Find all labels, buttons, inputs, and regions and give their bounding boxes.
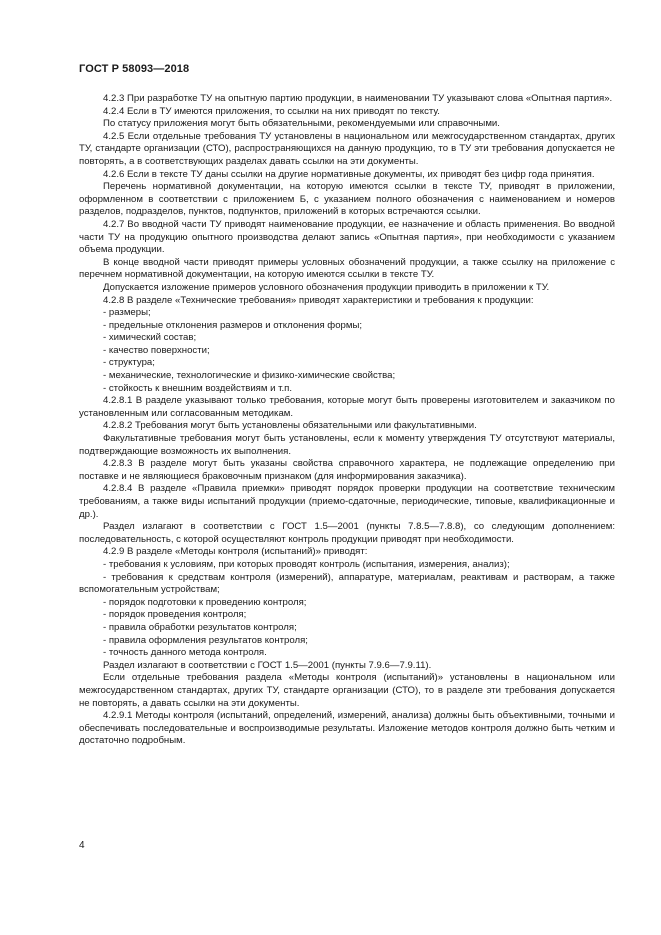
paragraph: - предельные отклонения размеров и отклонения формы; — [103, 319, 363, 331]
paragraph: 4.2.8 В разделе «Технические требования» приводят характеристики и требования к продукции: — [103, 294, 534, 306]
paragraph: Перечень нормативной документации, на которую имеются ссылки в тексте ТУ, приводят в приложении, оформленном в соответствии с приложением Б, с указанием полного обозначения с наименованием и номеров разделов, подразделов, пунктов, подпунктов, приложений в которых встречаются ссылки. — [79, 181, 615, 218]
paragraph: Если отдельные требования раздела «Методы контроля (испытаний)» установлены в национальном или межгосударственном стандартах, других ТУ, стандарте организации (СТО), то в разделе эти требования допускается не повторять, а давать ссылки на эти документы. — [79, 672, 615, 709]
paragraph: - качество поверхности; — [103, 344, 210, 356]
paragraph: - размеры; — [103, 307, 151, 319]
paragraph: 4.2.7 Во вводной части ТУ приводят наименование продукции, ее назначение и область применения. Во вводной части ТУ на продукцию опытного производства делают запись «Опытная партия», при необходимости с указанием объема продукции. — [79, 218, 615, 256]
paragraph: 4.2.8.3 В разделе могут быть указаны свойства справочного характера, не подлежащие определению при поставке и не являющиеся браковочным признаком (для информирования заказчика). — [79, 458, 615, 482]
paragraph: По статусу приложения могут быть обязательными, рекомендуемыми или справочными. — [103, 118, 500, 130]
paragraph: 4.2.9 В разделе «Методы контроля (испытаний)» приводят: — [103, 546, 368, 558]
paragraph: 4.2.8.4 В разделе «Правила приемки» приводят порядок проверки продукции на соответствие техническим требованиям, а также виды испытаний продукции (приемо-сдаточные, периодические, типовые, квалификационные и др.). — [79, 483, 615, 520]
paragraph: - правила обработки результатов контроля; — [103, 621, 297, 633]
paragraph: - химический состав; — [103, 332, 197, 344]
paragraph: - структура; — [103, 357, 155, 369]
paragraph: 4.2.3 При разработке ТУ на опытную партию продукции, в наименовании ТУ указывают слова «Опытная партия». — [103, 93, 613, 104]
paragraph: - порядок проведения контроля; — [103, 609, 247, 621]
paragraph: Раздел излагают в соответствии с ГОСТ 1.5—2001 (пункты 7.8.5—7.8.8), со следующим дополнением: последовательность, с которой осуществляют контроль продукции приводят при необходимости. — [79, 521, 615, 545]
paragraph: 4.2.5 Если отдельные требования ТУ установлены в национальном или межгосударственном стандартах, других ТУ, стандарте организации (СТО), распространяющихся на данную продукцию, то в ТУ эти требования допускается не повторять, а в соответствующих разделах давать ссылки на эти документы. — [79, 130, 615, 167]
paragraph: - механические, технологические и физико-химические свойства; — [103, 370, 396, 382]
paragraph: 4.2.4 Если в ТУ имеются приложения, то ссылки на них приводят по тексту. — [103, 105, 440, 117]
paragraph: - правила оформления результатов контроля; — [103, 634, 308, 646]
document-header: ГОСТ Р 58093—2018 — [79, 63, 190, 75]
paragraph: 4.2.8.2 Требования могут быть установлены обязательными или факультативными. — [103, 420, 477, 432]
paragraph: - требования к условиям, при которых проводят контроль (испытания, измерения, анализ); — [103, 558, 510, 570]
paragraph: - требования к средствам контроля (измерений), аппаратуре, материалам, реактивам и растворам, а также вспомогательным устройствам; — [79, 571, 615, 596]
paragraph: Факультативные требования могут быть установлены, если к моменту утверждения ТУ отсутствуют материалы, подтверждающие возможность их выполнения. — [79, 433, 615, 457]
paragraph: 4.2.8.1 В разделе указывают только требования, которые могут быть проверены изготовителем и заказчиком по установленным или согласованным методикам. — [79, 395, 615, 419]
document-body — [79, 93, 615, 748]
paragraph: - точность данного метода контроля. — [103, 647, 267, 659]
paragraph: 4.2.9.1 Методы контроля (испытаний, определений, измерений, анализа) должны быть объективными, точными и обеспечивать последовательные и воспроизводимые результаты. Изложение методов контроля должно быть четким и достаточно подробным. — [79, 710, 615, 747]
paragraph: 4.2.6 Если в тексте ТУ даны ссылки на другие нормативные документы, их приводят без цифр года принятия. — [103, 168, 595, 180]
page-number: 4 — [79, 840, 85, 851]
paragraph: В конце вводной части приводят примеры условных обозначений продукции, а также ссылку на приложение с перечнем нормативной документации, на которую имеются ссылки в тексте ТУ. — [79, 256, 615, 281]
paragraph: Раздел излагают в соответствии с ГОСТ 1.5—2001 (пункты 7.9.6—7.9.11). — [103, 659, 432, 671]
paragraph: - порядок подготовки к проведению контроля; — [103, 596, 307, 608]
paragraph: Допускается изложение примеров условного обозначения продукции приводить в приложении к ТУ. — [103, 281, 550, 293]
paragraph: - стойкость к внешним воздействиям и т.п. — [103, 382, 293, 394]
